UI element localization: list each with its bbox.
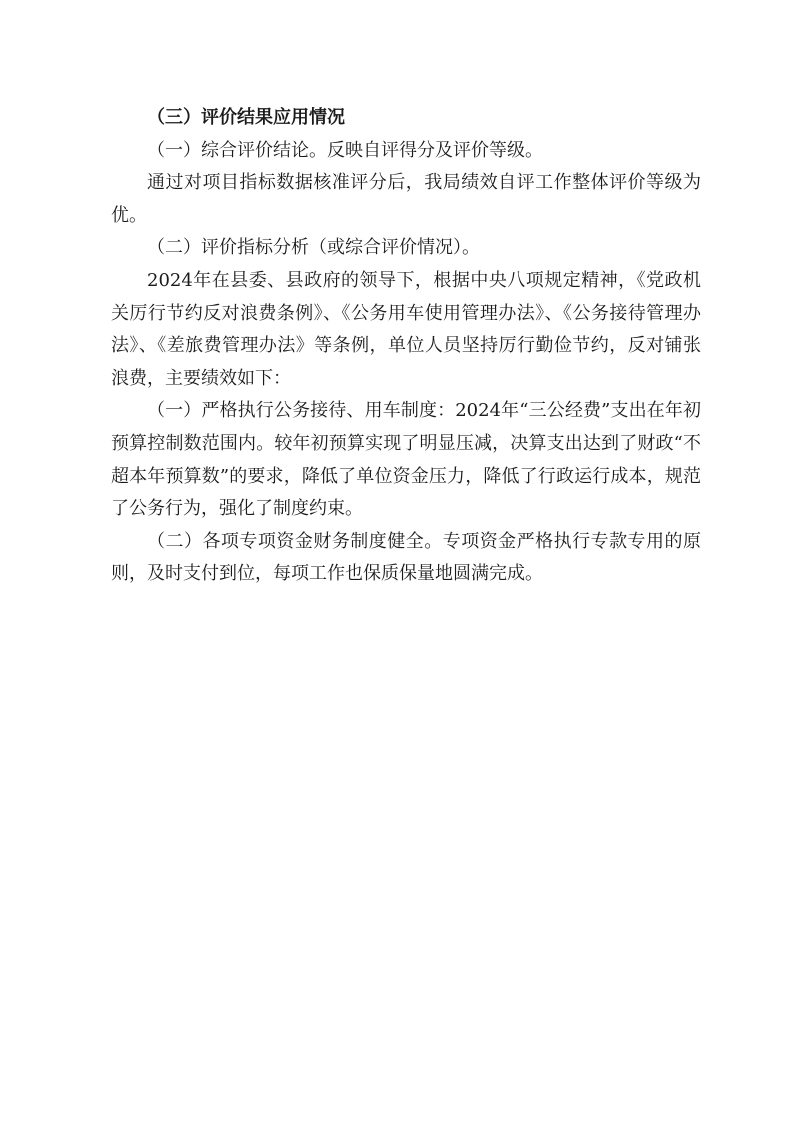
paragraph-conclusion-heading: （一）综合评价结论。反映自评得分及评价等级。 — [147, 139, 543, 161]
document-body — [111, 102, 701, 591]
paragraph-performance-2: （二）各项专项资金财务制度健全。专项资金严格执行专款专用的原则，及时支付到位，每项工作也保质保量地圆满完成。 — [111, 530, 701, 585]
section-heading: （三）评价结果应用情况 — [147, 107, 345, 128]
paragraph-analysis-heading: （二）评价指标分析（或综合评价情况）。 — [147, 237, 480, 259]
paragraph-analysis: 2024年在县委、县政府的领导下，根据中央八项规定精神，《党政机关厉行节约反对浪费条例》、《公务用车使用管理办法》、《公务接待管理办法》、《差旅费管理办法》等条例，单位人员坚持厉行勤俭节约，反对铺张浪费，主要绩效如下： — [111, 269, 701, 389]
paragraph-performance-1: （一）严格执行公务接待、用车制度：2024年“三公经费”支出在年初预算控制数范围内。较年初预算实现了明显压减，决算支出达到了财政“不超本年预算数”的要求，降低了单位资金压力，降低了行政运行成本，规范了公务行为，强化了制度约束。 — [111, 400, 701, 520]
paragraph-conclusion: 通过对项目指标数据核准评分后，我局绩效自评工作整体评价等级为优。 — [111, 172, 701, 226]
